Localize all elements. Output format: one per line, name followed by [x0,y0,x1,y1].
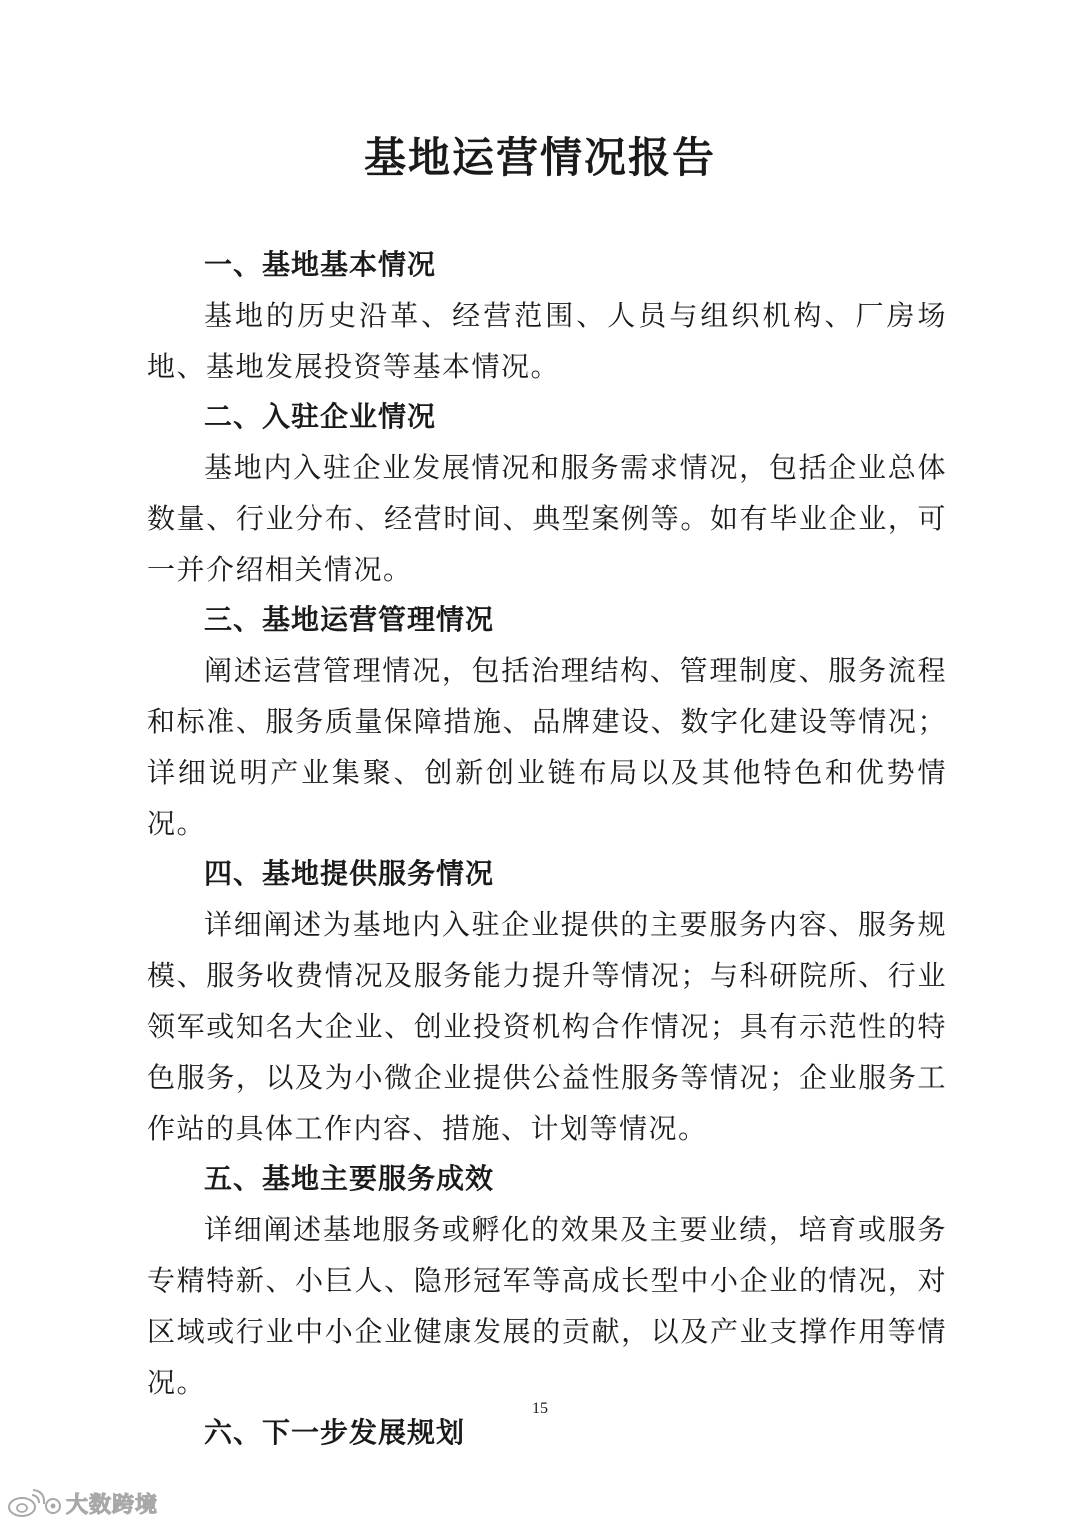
watermark [6,1488,158,1519]
section-heading: 二、入驻企业情况 [204,400,437,433]
document-body [147,240,947,1458]
section-4 [147,849,947,1154]
section-heading: 一、基地基本情况 [204,248,437,281]
section-2 [147,392,947,595]
section-heading: 四、基地提供服务情况 [204,857,495,890]
page-title: 基地运营情况报告 [363,133,716,182]
section-5 [147,1154,947,1408]
section-paragraph: 详细阐述基地服务或孵化的效果及主要业绩，培育或服务专精特新、小巨人、隐形冠军等高成长型中小企业的情况，对区域或行业中小企业健康发展的贡献，以及产业支撑作用等情况。 [147,1213,947,1399]
section-paragraph: 基地内入驻企业发展情况和服务需求情况，包括企业总体数量、行业分布、经营时间、典型案例等。如有毕业企业，可一并介绍相关情况。 [147,451,947,586]
watermark-text: 大数跨境 [66,1493,159,1518]
section-paragraph: 基地的历史沿革、经营范围、人员与组织机构、厂房场地、基地发展投资等基本情况。 [147,299,947,383]
weibo-logo-icon [6,1489,62,1519]
section-heading: 六、下一步发展规划 [204,1416,466,1449]
section-1 [147,240,947,392]
section-3 [147,595,947,849]
section-paragraph: 详细阐述为基地内入驻企业提供的主要服务内容、服务规模、服务收费情况及服务能力提升等情况；与科研院所、行业领军或知名大企业、创业投资机构合作情况；具有示范性的特色服务，以及为小微企业提供公益性服务等情况；企业服务工作站的具体工作内容、措施、计划等情况。 [147,908,947,1145]
section-paragraph: 阐述运营管理情况，包括治理结构、管理制度、服务流程和标准、服务质量保障措施、品牌建设、数字化建设等情况；详细说明产业集聚、创新创业链布局以及其他特色和优势情况。 [147,654,947,840]
section-heading: 五、基地主要服务成效 [204,1162,495,1195]
page-number: 15 [532,1400,548,1417]
section-heading: 三、基地运营管理情况 [204,603,495,636]
